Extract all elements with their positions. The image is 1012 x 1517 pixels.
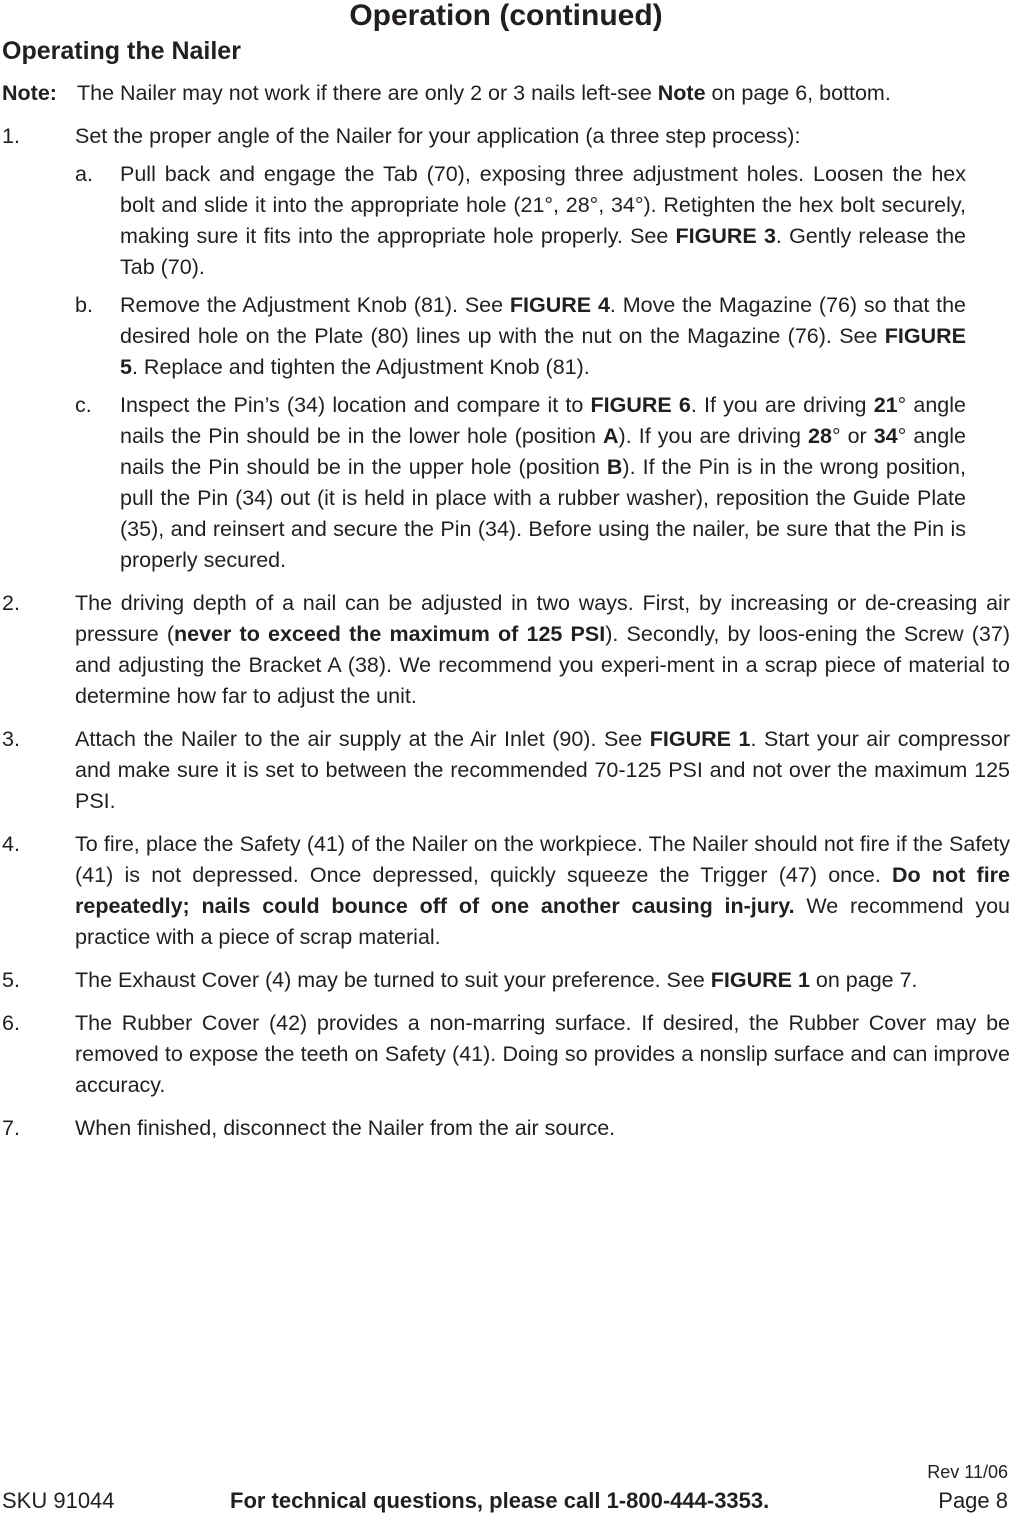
note-reference: Note (657, 81, 706, 105)
step-text: Attach the Nailer to the air supply at the Air Inlet (90). See (75, 727, 650, 751)
step-number: 4. (2, 832, 20, 856)
substep-a (75, 159, 966, 283)
substep-text: . Replace and tighten the Adjustment Knob (81). (131, 355, 590, 379)
figure-reference: FIGURE 1 (710, 968, 810, 992)
page-number: Page 8 (938, 1488, 1008, 1513)
step-2 (2, 588, 1010, 712)
step-text: on page 7. (809, 968, 918, 992)
angle-value: 28 (808, 424, 832, 448)
step-3 (2, 724, 1010, 817)
instructions-body (2, 78, 1010, 1156)
warning-text: never to exceed the maximum of 125 PSI (173, 622, 606, 646)
substep-text: . Move the Magazine (76) so that the desired hole on the Plate (80) lines up with the nut on the Magazine (76). See (120, 293, 967, 348)
step-number: 6. (2, 1011, 20, 1035)
figure-reference: FIGURE 3 (675, 224, 776, 248)
section-title: Operating the Nailer (2, 37, 241, 65)
note-text: The Nailer may not work if there are only 2 or 3 nails left-see (77, 81, 658, 105)
step-text: The Exhaust Cover (4) may be turned to suit your preference. See (75, 968, 711, 992)
angle-value: 21 (873, 393, 898, 417)
substep-letter: c. (75, 393, 92, 417)
substep-text: ). If the Pin is in the wrong position, pull the Pin (34) out (it is held in place with a rubber washer), reposition the Guide Plate (35), and reinsert and secure the Pin (34). Before using the nailer, be sure that the Pin is properly secured. (120, 455, 966, 572)
figure-reference: FIGURE 1 (649, 727, 751, 751)
substep-text: Inspect the Pin’s (34) location and compare it to (120, 393, 591, 417)
sku-label: SKU 91044 (2, 1488, 115, 1513)
step-7 (2, 1113, 1010, 1144)
step-1 (2, 121, 1010, 576)
step-text: When finished, disconnect the Nailer from the air source. (75, 1116, 616, 1140)
note-text-end: on page 6, bottom. (705, 81, 891, 105)
substep-letter: a. (75, 162, 93, 186)
substep-text: . If you are driving (690, 393, 874, 417)
substep-text: Remove the Adjustment Knob (81). See (120, 293, 510, 317)
substep-text: ° angle nails the Pin should be in the upper hole (position (120, 424, 966, 479)
page-title: Operation (continued) (349, 0, 663, 32)
note-paragraph (2, 78, 1010, 109)
substep-c (75, 390, 966, 576)
substep-text: Pull back and engage the Tab (70), exposing three adjustment holes. Loosen the hex bolt and slide it into the appropriate hole (21°, 28°, 34°). Retighten the hex bolt securely, making sure it fits into the appropriate hole properly. See (120, 162, 966, 248)
substep-text: ° or (831, 424, 874, 448)
substep-text: ° angle nails the Pin should be in the lower hole (position (120, 393, 966, 448)
step-text: . Start your air compressor and make sure it is set to between the recommended 70-125 PSI and not over the maximum 125 PSI. (75, 727, 1011, 813)
step-text: The driving depth of a nail can be adjusted in two ways. First, by increasing or de-creasing air pressure ( (75, 591, 1010, 646)
step-number: 3. (2, 727, 20, 751)
step-number: 1. (2, 124, 20, 148)
page-footer (0, 1487, 1012, 1517)
note-label: Note: (2, 81, 57, 105)
step-6 (2, 1008, 1010, 1101)
substep-text: ). If you are driving (618, 424, 809, 448)
warning-text: Do not fire repeatedly; nails could bounce off of one another causing in-jury. (75, 863, 1010, 918)
substep-text: . Gently release the Tab (70). (120, 224, 967, 279)
step-text: To fire, place the Safety (41) of the Nailer on the workpiece. The Nailer should not fire if the Safety (41) is not depressed. Once depressed, quickly squeeze the Trigger (47) once. (75, 832, 1010, 887)
tech-support-text: For technical questions, please call 1-800-444-3353. (230, 1488, 770, 1513)
step-number: 7. (2, 1116, 20, 1140)
substep-list (75, 159, 1010, 576)
substep-b (75, 290, 966, 383)
step-text: ). Secondly, by loos-ening the Screw (37) and adjusting the Bracket A (38). We recommend you experi-ment in a scrap piece of material to determine how far to adjust the unit. (75, 622, 1010, 708)
figure-reference: FIGURE 4 (509, 293, 610, 317)
figure-reference: FIGURE 6 (590, 393, 691, 417)
position-label: B (606, 455, 623, 479)
step-4 (2, 829, 1010, 953)
angle-value: 34 (873, 424, 898, 448)
step-number: 2. (2, 591, 20, 615)
revision-label: Rev 11/06 (927, 1462, 1008, 1482)
step-5 (2, 965, 1010, 996)
step-number: 5. (2, 968, 20, 992)
position-label: A (603, 424, 619, 448)
substep-letter: b. (75, 293, 93, 317)
step-text: Set the proper angle of the Nailer for your application (a three step process): (75, 124, 801, 148)
figure-reference: FIGURE 5 (120, 324, 966, 379)
step-text: We recommend you practice with a piece of scrap material. (75, 894, 1011, 949)
step-text: The Rubber Cover (42) provides a non-marring surface. If desired, the Rubber Cover may be removed to expose the teeth on Safety (41). Doing so provides a nonslip surface and can improve accuracy. (75, 1011, 1010, 1097)
